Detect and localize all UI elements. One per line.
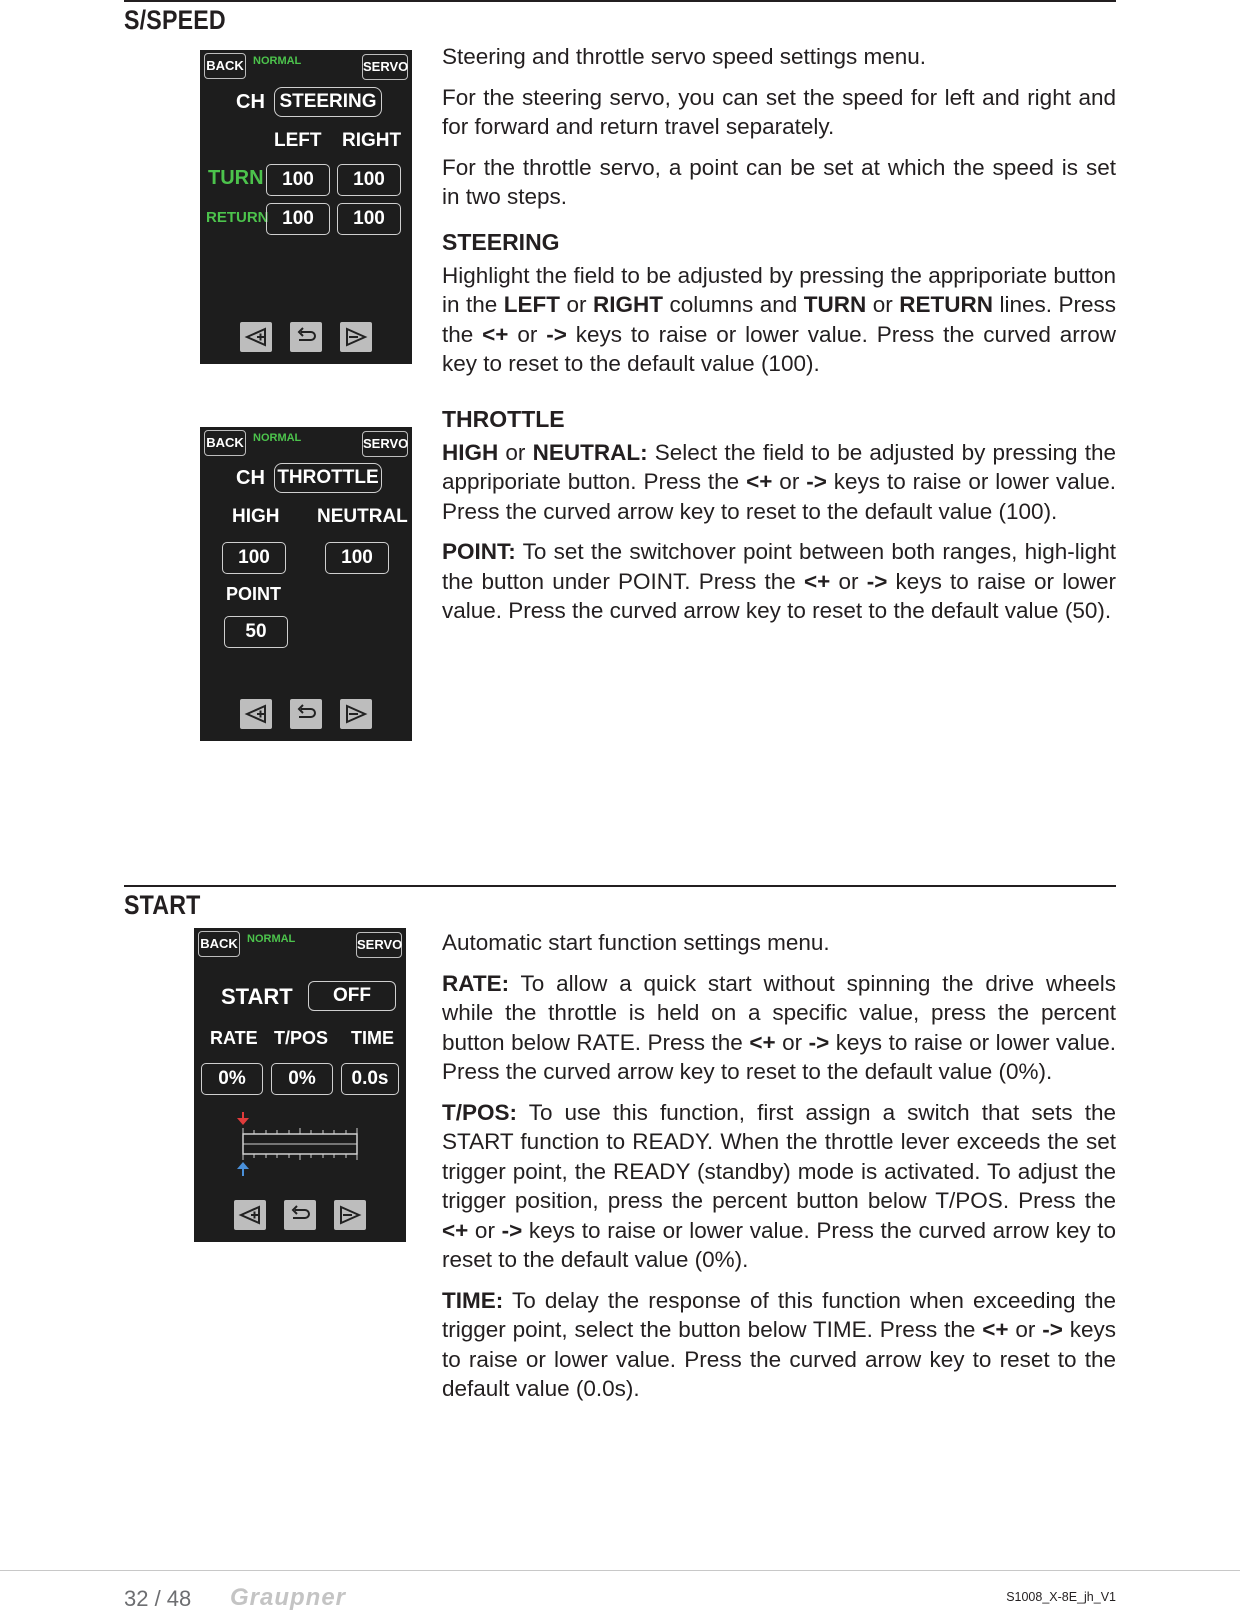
- tpos-value-button[interactable]: 0%: [271, 1063, 333, 1095]
- curved-arrow-icon: [294, 327, 318, 347]
- brand-logo: Graupner: [230, 1584, 347, 1611]
- turn-right-button[interactable]: 100: [337, 164, 401, 196]
- arrow-right-icon: [344, 704, 368, 724]
- start-text: [442, 928, 1116, 1415]
- increase-button[interactable]: [340, 699, 372, 729]
- mode-label: NORMAL: [247, 933, 296, 945]
- turn-left-button[interactable]: 100: [266, 164, 330, 196]
- high-value-button[interactable]: 100: [222, 542, 286, 574]
- reset-button[interactable]: [290, 322, 322, 352]
- sspeed-text: [442, 42, 1116, 637]
- mode-label: NORMAL: [253, 55, 302, 67]
- steering-screen: [200, 50, 412, 364]
- sspeed-steering-servo-text: For the steering servo, you can set the speed for left and right and for forward and return travel separately.: [442, 84, 1116, 139]
- trigger-position-gauge: [234, 1110, 364, 1186]
- point-label: POINT: [226, 584, 282, 604]
- arrow-right-icon: [344, 327, 368, 347]
- start-toggle-button[interactable]: OFF: [308, 981, 396, 1011]
- high-label: HIGH: [232, 506, 280, 527]
- throttle-screen: [200, 427, 412, 741]
- back-button[interactable]: BACK: [198, 931, 240, 957]
- servo-button[interactable]: SERVO: [362, 54, 408, 80]
- time-label: TIME: [351, 1028, 394, 1048]
- page-number: 32 / 48: [124, 1586, 192, 1611]
- neutral-label: NEUTRAL: [317, 506, 408, 527]
- section-title-start: START: [124, 890, 201, 920]
- decrease-button[interactable]: [234, 1200, 266, 1230]
- start-intro: Automatic start function settings menu.: [442, 930, 830, 955]
- servo-button[interactable]: SERVO: [356, 932, 402, 958]
- tpos-paragraph: T/POS: To use this function, first assign a switch that sets the START function to READY. When the throttle lever exceeds the set trigger point, the READY (standby) mode is activated. To adjust the trigger position, press the percent button below T/POS. Press the <+ or -> keys to raise or lower value. Press the curved arrow key to reset to the default value (0%).: [442, 1099, 1116, 1272]
- rate-label: RATE: [210, 1028, 258, 1048]
- ch-select-button[interactable]: THROTTLE: [274, 463, 382, 493]
- increase-button[interactable]: [340, 322, 372, 352]
- start-rule: [124, 885, 1116, 887]
- neutral-value-button[interactable]: 100: [325, 542, 389, 574]
- top-rule: [124, 0, 1116, 2]
- col-right-label: RIGHT: [342, 130, 402, 151]
- tpos-label: T/POS: [274, 1028, 329, 1048]
- ch-select-button[interactable]: STEERING: [274, 87, 382, 117]
- time-value-button[interactable]: 0.0s: [341, 1063, 399, 1095]
- point-paragraph: POINT: To set the switchover point between both ranges, high-light the button under POINT. Press the <+ or -> keys to raise or lower value. Press the curved arrow key to reset to the default value (50).: [442, 539, 1116, 623]
- arrow-left-plus-icon: [244, 704, 268, 724]
- return-right-button[interactable]: 100: [337, 203, 401, 235]
- throttle-heading: THROTTLE: [442, 405, 565, 432]
- decrease-button[interactable]: [240, 322, 272, 352]
- rate-paragraph: RATE: To allow a quick start without spinning the drive wheels while the throttle is held on a specific value, press the percent button below RATE. Press the <+ or -> keys to raise or lower value. Press the curved arrow key to reset to the default value (0%).: [442, 970, 1116, 1084]
- arrow-left-plus-icon: [238, 1205, 262, 1225]
- servo-button[interactable]: SERVO: [362, 431, 408, 457]
- point-value-button[interactable]: 50: [224, 616, 288, 648]
- row-return-label: RETURN: [206, 209, 269, 226]
- ch-label: CH: [236, 467, 265, 489]
- arrow-right-icon: [338, 1205, 362, 1225]
- section-title-sspeed: S/SPEED: [124, 5, 226, 35]
- back-button[interactable]: BACK: [204, 53, 246, 79]
- increase-button[interactable]: [334, 1200, 366, 1230]
- return-left-button[interactable]: 100: [266, 203, 330, 235]
- col-left-label: LEFT: [274, 130, 322, 151]
- document-code: S1008_X-8E_jh_V1: [1006, 1590, 1116, 1604]
- footer-rule: [0, 1570, 1240, 1571]
- steering-paragraph: Highlight the field to be adjusted by pressing the appriporiate button in the LEFT or RIGHT columns and TURN or RETURN lines. Press the <+ or -> keys to raise or lower value. Press the curved arrow key to reset to the default value (100).: [442, 262, 1117, 376]
- arrow-left-plus-icon: [244, 327, 268, 347]
- sspeed-throttle-servo-text: For the throttle servo, a point can be set at which the speed is set in two steps.: [442, 154, 1116, 209]
- ch-label: CH: [236, 91, 265, 113]
- reset-button[interactable]: [290, 699, 322, 729]
- rate-value-button[interactable]: 0%: [201, 1063, 263, 1095]
- back-button[interactable]: BACK: [204, 430, 246, 456]
- steering-heading: STEERING: [442, 228, 560, 255]
- mode-label: NORMAL: [253, 432, 302, 444]
- curved-arrow-icon: [288, 1205, 312, 1225]
- decrease-button[interactable]: [240, 699, 272, 729]
- throttle-paragraph: HIGH or NEUTRAL: Select the field to be adjusted by pressing the appriporiate button. Press the <+ or -> keys to raise or lower value. Press the curved arrow key to reset to the default value (100).: [442, 439, 1117, 524]
- sspeed-intro: Steering and throttle servo speed settings menu.: [442, 44, 927, 69]
- start-label: START: [221, 984, 293, 1009]
- row-turn-label: TURN: [208, 167, 264, 189]
- start-screen: [194, 928, 406, 1242]
- reset-button[interactable]: [284, 1200, 316, 1230]
- time-paragraph: TIME: To delay the response of this function when exceeding the trigger point, select the button below TIME. Press the <+ or -> keys to raise or lower value. Press the curved arrow key to reset to the default value (0.0s).: [442, 1287, 1117, 1401]
- curved-arrow-icon: [294, 704, 318, 724]
